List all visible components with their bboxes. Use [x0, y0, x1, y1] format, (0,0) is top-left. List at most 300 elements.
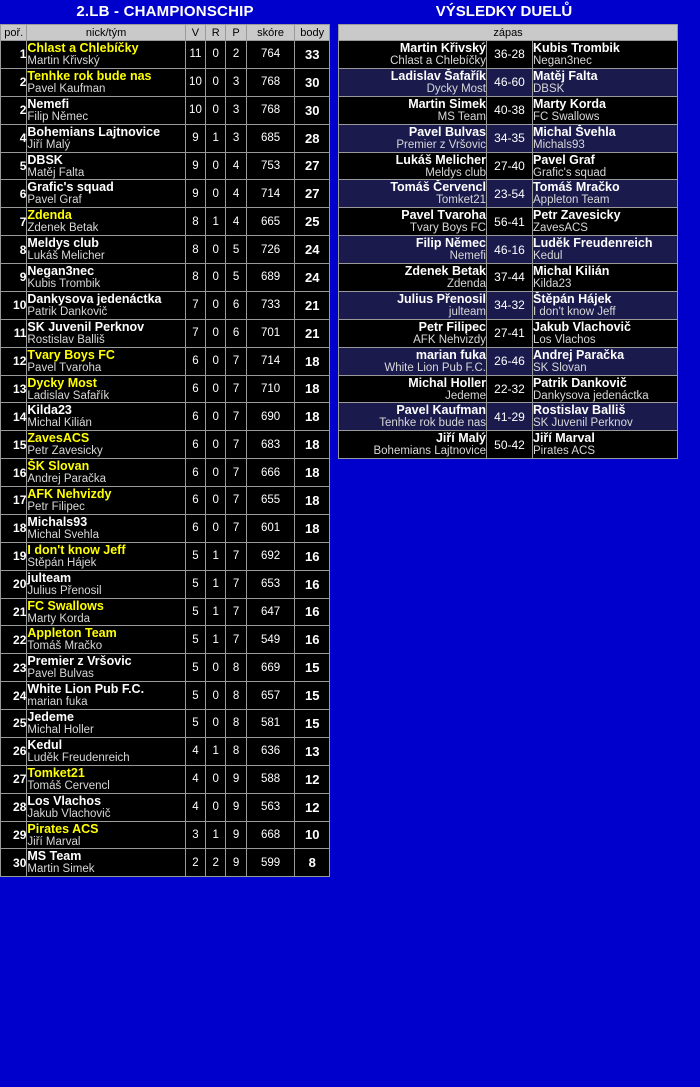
- row-team-cell[interactable]: [27, 487, 185, 515]
- duel-home-cell[interactable]: [339, 96, 487, 124]
- row-player-name: Michal Kilián: [27, 417, 92, 430]
- duel-row[interactable]: [339, 41, 678, 69]
- row-score: 588: [246, 765, 295, 793]
- row-team-cell[interactable]: [27, 542, 185, 570]
- duel-score: 27-41: [487, 319, 533, 347]
- duel-away-player: Andrej Paračka: [533, 347, 625, 362]
- duel-home-cell[interactable]: [339, 124, 487, 152]
- row-draws: 0: [206, 264, 226, 292]
- row-team-name: Premier z Vršovic: [27, 654, 132, 669]
- row-draws: 0: [206, 180, 226, 208]
- table-row[interactable]: [1, 821, 330, 849]
- row-team-cell[interactable]: [27, 570, 185, 598]
- duel-away-team: ŠK Slovan: [533, 361, 587, 374]
- table-row[interactable]: [1, 710, 330, 738]
- duel-row[interactable]: [339, 431, 678, 459]
- row-team-name: Tenhke rok bude nas: [27, 68, 152, 83]
- duel-row[interactable]: [339, 208, 678, 236]
- duel-away-player: Štěpán Hájek: [533, 291, 612, 306]
- duel-row[interactable]: [339, 180, 678, 208]
- duel-away-team: Michals93: [533, 138, 585, 151]
- row-player-name: Patrik Dankovič: [27, 305, 108, 318]
- row-team-cell[interactable]: [27, 403, 185, 431]
- duel-home-cell[interactable]: [339, 403, 487, 431]
- duel-away-team: Kilda23: [533, 278, 572, 290]
- duel-away-player: Tomáš Mračko: [533, 180, 620, 195]
- duel-row[interactable]: [339, 319, 678, 347]
- row-team-name: Pirates ACS: [27, 821, 99, 836]
- row-team-name: Kilda23: [27, 403, 72, 418]
- duel-away-cell[interactable]: [533, 291, 678, 319]
- table-row[interactable]: [1, 180, 330, 208]
- row-losses: 8: [226, 737, 246, 765]
- row-position: 14: [1, 403, 27, 431]
- table-row[interactable]: [1, 152, 330, 180]
- row-draws: 0: [206, 654, 226, 682]
- duel-home-player: Jiří Malý: [435, 431, 486, 446]
- row-position: 30: [1, 849, 27, 877]
- row-losses: 8: [226, 682, 246, 710]
- row-wins: 7: [185, 291, 205, 319]
- row-points: 8: [295, 849, 330, 877]
- duel-row[interactable]: [339, 375, 678, 403]
- table-row[interactable]: [1, 654, 330, 682]
- row-losses: 7: [226, 431, 246, 459]
- row-wins: 4: [185, 793, 205, 821]
- row-wins: 6: [185, 514, 205, 542]
- row-player-name: Michal Švehla: [27, 528, 99, 541]
- row-team-cell[interactable]: [27, 208, 185, 236]
- duel-home-cell[interactable]: [339, 264, 487, 292]
- row-score: 692: [246, 542, 295, 570]
- row-team-name: White Lion Pub F.C.: [27, 682, 145, 697]
- duel-away-cell[interactable]: [533, 375, 678, 403]
- row-position: 17: [1, 487, 27, 515]
- row-team-cell[interactable]: [27, 737, 185, 765]
- row-position: 10: [1, 291, 27, 319]
- row-score: 653: [246, 570, 295, 598]
- row-wins: 7: [185, 319, 205, 347]
- row-team-cell[interactable]: [27, 124, 185, 152]
- table-row[interactable]: [1, 208, 330, 236]
- row-draws: 0: [206, 431, 226, 459]
- standings-header-row: [1, 25, 330, 41]
- table-row[interactable]: [1, 347, 330, 375]
- row-player-name: Andrej Paračka: [27, 473, 107, 486]
- duel-home-cell[interactable]: [339, 291, 487, 319]
- row-team-cell[interactable]: [27, 68, 185, 96]
- row-team-name: MS Team: [27, 849, 82, 864]
- row-team-name: Michals93: [27, 514, 88, 529]
- header-draws: R: [206, 25, 226, 41]
- row-position: 27: [1, 765, 27, 793]
- duel-home-team: Dycky Most: [426, 82, 486, 95]
- row-wins: 5: [185, 542, 205, 570]
- row-points: 24: [295, 264, 330, 292]
- row-score: 668: [246, 821, 295, 849]
- duel-row[interactable]: [339, 403, 678, 431]
- row-position: 5: [1, 152, 27, 180]
- row-score: 666: [246, 459, 295, 487]
- row-position: 9: [1, 264, 27, 292]
- duel-away-team: Grafic's squad: [533, 166, 607, 179]
- table-row[interactable]: [1, 459, 330, 487]
- row-player-name: Martin Simek: [27, 863, 95, 876]
- row-wins: 5: [185, 626, 205, 654]
- duel-away-player: Kubis Trombik: [533, 41, 620, 55]
- row-score: 714: [246, 180, 295, 208]
- duel-home-team: Bohemians Lajtnovice: [373, 445, 486, 458]
- row-points: 16: [295, 570, 330, 598]
- duel-home-cell[interactable]: [339, 68, 487, 96]
- row-points: 33: [295, 41, 330, 69]
- duel-score: 22-32: [487, 375, 533, 403]
- row-wins: 11: [185, 41, 205, 69]
- row-team-cell[interactable]: [27, 459, 185, 487]
- row-position: 6: [1, 180, 27, 208]
- row-losses: 4: [226, 180, 246, 208]
- row-team-cell[interactable]: [27, 236, 185, 264]
- duel-home-team: Jedeme: [445, 389, 486, 402]
- duel-score: 27-40: [487, 152, 533, 180]
- duel-away-cell[interactable]: [533, 264, 678, 292]
- duels-title: VÝSLEDKY DUELŮ: [435, 3, 573, 20]
- header-wins: V: [185, 25, 205, 41]
- row-position: 18: [1, 514, 27, 542]
- duel-away-cell[interactable]: [533, 208, 678, 236]
- duel-score: 40-38: [487, 96, 533, 124]
- table-row[interactable]: [1, 291, 330, 319]
- row-losses: 5: [226, 236, 246, 264]
- standings-table: [0, 24, 330, 877]
- row-team-cell[interactable]: [27, 180, 185, 208]
- row-draws: 0: [206, 487, 226, 515]
- duel-home-cell[interactable]: [339, 347, 487, 375]
- duel-away-team: Kedul: [533, 250, 563, 263]
- row-player-name: Luděk Freudenreich: [27, 751, 130, 764]
- row-losses: 7: [226, 542, 246, 570]
- row-losses: 9: [226, 765, 246, 793]
- row-draws: 0: [206, 41, 226, 69]
- table-row[interactable]: [1, 403, 330, 431]
- row-draws: 0: [206, 682, 226, 710]
- row-points: 18: [295, 375, 330, 403]
- row-team-cell[interactable]: [27, 849, 185, 877]
- row-score: 689: [246, 264, 295, 292]
- row-draws: 0: [206, 765, 226, 793]
- row-wins: 6: [185, 431, 205, 459]
- row-points: 18: [295, 487, 330, 515]
- row-score: 683: [246, 431, 295, 459]
- row-losses: 3: [226, 68, 246, 96]
- duel-score: 46-16: [487, 236, 533, 264]
- row-position: 8: [1, 236, 27, 264]
- duel-away-cell[interactable]: [533, 124, 678, 152]
- row-player-name: Kubis Trombik: [27, 278, 101, 290]
- row-draws: 0: [206, 459, 226, 487]
- row-points: 24: [295, 236, 330, 264]
- table-row[interactable]: [1, 487, 330, 515]
- row-wins: 5: [185, 682, 205, 710]
- row-draws: 0: [206, 375, 226, 403]
- row-team-cell[interactable]: [27, 375, 185, 403]
- duels-header-label: zápas: [339, 25, 678, 41]
- row-losses: 2: [226, 41, 246, 69]
- duel-row[interactable]: [339, 96, 678, 124]
- duel-away-player: Rostislav Balliš: [533, 403, 626, 418]
- row-player-name: Tomáš Mračko: [27, 640, 103, 653]
- duel-away-team: Pirates ACS: [533, 445, 595, 458]
- row-player-name: Michal Holler: [27, 724, 94, 736]
- duel-away-cell[interactable]: [533, 431, 678, 459]
- row-team-cell[interactable]: [27, 710, 185, 738]
- duel-home-team: julteam: [448, 305, 486, 318]
- row-points: 15: [295, 654, 330, 682]
- duel-row[interactable]: [339, 264, 678, 292]
- row-points: 27: [295, 152, 330, 180]
- row-team-cell[interactable]: [27, 821, 185, 849]
- row-team-cell[interactable]: [27, 598, 185, 626]
- duel-home-player: Julius Přenosil: [397, 291, 486, 306]
- row-wins: 8: [185, 264, 205, 292]
- row-team-cell[interactable]: [27, 626, 185, 654]
- row-losses: 4: [226, 152, 246, 180]
- duel-home-team: Premier z Vršovic: [396, 138, 486, 151]
- duel-row[interactable]: [339, 347, 678, 375]
- row-team-cell[interactable]: [27, 514, 185, 542]
- row-wins: 9: [185, 152, 205, 180]
- row-player-name: Marty Korda: [27, 612, 91, 625]
- row-score: 581: [246, 710, 295, 738]
- duel-away-player: Jakub Vlachovič: [533, 319, 631, 334]
- row-points: 16: [295, 598, 330, 626]
- duel-away-cell[interactable]: [533, 152, 678, 180]
- row-draws: 1: [206, 124, 226, 152]
- duel-away-team: Appleton Team: [533, 194, 610, 207]
- row-player-name: Julius Přenosil: [27, 584, 102, 597]
- table-row[interactable]: [1, 68, 330, 96]
- row-team-cell[interactable]: [27, 291, 185, 319]
- duel-score: 34-35: [487, 124, 533, 152]
- duel-home-player: Petr Filipec: [418, 319, 486, 334]
- row-draws: 1: [206, 208, 226, 236]
- row-team-name: Tomket21: [27, 765, 85, 780]
- table-row[interactable]: [1, 849, 330, 877]
- duel-away-cell[interactable]: [533, 96, 678, 124]
- duel-away-cell[interactable]: [533, 236, 678, 264]
- duel-home-cell[interactable]: [339, 431, 487, 459]
- duel-home-player: Ladislav Šafařík: [390, 68, 486, 83]
- table-row[interactable]: [1, 96, 330, 124]
- row-losses: 7: [226, 403, 246, 431]
- duel-away-cell[interactable]: [533, 403, 678, 431]
- row-score: 563: [246, 793, 295, 821]
- duels-table: [338, 24, 678, 459]
- duel-home-player: Filip Němec: [415, 236, 486, 251]
- table-row[interactable]: [1, 264, 330, 292]
- duels-panel: [332, 0, 676, 459]
- duel-home-cell[interactable]: [339, 375, 487, 403]
- row-score: 655: [246, 487, 295, 515]
- duel-home-team: White Lion Pub F.C.: [384, 361, 486, 374]
- row-player-name: Filip Němec: [27, 110, 89, 123]
- row-team-name: ZavesACS: [27, 431, 90, 446]
- row-position: 20: [1, 570, 27, 598]
- row-losses: 8: [226, 654, 246, 682]
- row-team-cell[interactable]: [27, 765, 185, 793]
- duel-away-team: Los Vlachos: [533, 333, 596, 346]
- duel-home-cell[interactable]: [339, 180, 487, 208]
- table-row[interactable]: [1, 41, 330, 69]
- row-wins: 10: [185, 96, 205, 124]
- row-position: 25: [1, 710, 27, 738]
- row-draws: 1: [206, 737, 226, 765]
- duel-away-player: Patrik Dankovič: [533, 375, 627, 390]
- row-losses: 7: [226, 347, 246, 375]
- row-position: 13: [1, 375, 27, 403]
- row-wins: 5: [185, 710, 205, 738]
- row-losses: 7: [226, 626, 246, 654]
- duel-score: 26-46: [487, 347, 533, 375]
- duel-home-player: Pavel Bulvas: [408, 124, 486, 139]
- duel-home-cell[interactable]: [339, 319, 487, 347]
- row-team-name: SK Juvenil Perknov: [27, 319, 145, 334]
- table-row[interactable]: [1, 737, 330, 765]
- row-position: 23: [1, 654, 27, 682]
- duel-home-team: AFK Nehvizdy: [413, 333, 486, 346]
- row-team-name: Dankysova jedenáctka: [27, 291, 162, 306]
- table-row[interactable]: [1, 124, 330, 152]
- row-team-name: Dycky Most: [27, 375, 97, 390]
- header-score: skóre: [246, 25, 295, 41]
- duel-away-team: Negan3nec: [533, 55, 592, 67]
- row-wins: 8: [185, 208, 205, 236]
- row-position: 21: [1, 598, 27, 626]
- row-position: 24: [1, 682, 27, 710]
- row-team-name: AFK Nehvizdy: [27, 487, 112, 501]
- table-row[interactable]: [1, 765, 330, 793]
- row-wins: 6: [185, 459, 205, 487]
- duel-home-player: Michal Holler: [408, 375, 486, 390]
- duel-away-team: FC Swallows: [533, 110, 600, 123]
- header-pos: poř.: [1, 25, 27, 41]
- row-position: 26: [1, 737, 27, 765]
- row-player-name: Zdenek Betak: [27, 222, 99, 235]
- duel-away-cell[interactable]: [533, 41, 678, 69]
- duel-home-team: Tvary Boys FC: [409, 222, 486, 235]
- row-position: 7: [1, 208, 27, 236]
- row-draws: 0: [206, 291, 226, 319]
- duel-away-team: Dankysova jedenáctka: [533, 389, 649, 402]
- duel-row[interactable]: [339, 236, 678, 264]
- row-team-name: Negan3nec: [27, 264, 95, 278]
- duel-home-cell[interactable]: [339, 208, 487, 236]
- duel-away-cell[interactable]: [533, 319, 678, 347]
- duel-row[interactable]: [339, 68, 678, 96]
- duel-home-cell[interactable]: [339, 236, 487, 264]
- table-row[interactable]: [1, 514, 330, 542]
- row-wins: 6: [185, 347, 205, 375]
- duel-score: 23-54: [487, 180, 533, 208]
- row-team-cell[interactable]: [27, 96, 185, 124]
- row-score: 669: [246, 654, 295, 682]
- table-row[interactable]: [1, 431, 330, 459]
- row-team-cell[interactable]: [27, 347, 185, 375]
- row-position: 19: [1, 542, 27, 570]
- row-draws: 0: [206, 96, 226, 124]
- row-wins: 5: [185, 570, 205, 598]
- table-row[interactable]: [1, 236, 330, 264]
- table-row[interactable]: [1, 570, 330, 598]
- standings-panel: [0, 0, 330, 877]
- row-team-cell[interactable]: [27, 152, 185, 180]
- row-points: 15: [295, 682, 330, 710]
- row-points: 30: [295, 68, 330, 96]
- duel-home-cell[interactable]: [339, 41, 487, 69]
- row-losses: 4: [226, 208, 246, 236]
- row-team-name: FC Swallows: [27, 598, 104, 613]
- row-score: 768: [246, 96, 295, 124]
- duel-home-cell[interactable]: [339, 152, 487, 180]
- duel-home-player: Zdenek Betak: [404, 264, 486, 278]
- duel-row[interactable]: [339, 291, 678, 319]
- row-player-name: Pavel Bulvas: [27, 668, 94, 681]
- row-points: 30: [295, 96, 330, 124]
- row-team-cell[interactable]: [27, 41, 185, 69]
- row-position: 2: [1, 68, 27, 96]
- duel-score: 34-32: [487, 291, 533, 319]
- duel-home-player: Martin Simek: [408, 96, 486, 111]
- row-player-name: Lukáš Melicher: [27, 250, 105, 263]
- duel-home-team: Meldys club: [425, 166, 486, 179]
- duel-away-player: Michal Švehla: [533, 124, 616, 139]
- row-team-cell[interactable]: [27, 682, 185, 710]
- table-row[interactable]: [1, 682, 330, 710]
- table-row[interactable]: [1, 319, 330, 347]
- row-position: 15: [1, 431, 27, 459]
- row-team-cell[interactable]: [27, 264, 185, 292]
- table-row[interactable]: [1, 598, 330, 626]
- table-row[interactable]: [1, 542, 330, 570]
- row-points: 27: [295, 180, 330, 208]
- row-draws: 1: [206, 570, 226, 598]
- row-wins: 5: [185, 654, 205, 682]
- row-team-cell[interactable]: [27, 431, 185, 459]
- duel-home-player: Pavel Kaufman: [396, 403, 486, 418]
- row-points: 21: [295, 291, 330, 319]
- duel-away-player: Pavel Graf: [533, 152, 595, 167]
- row-draws: 0: [206, 514, 226, 542]
- duel-away-cell[interactable]: [533, 347, 678, 375]
- row-player-name: Petr Filipec: [27, 501, 85, 513]
- duel-row[interactable]: [339, 124, 678, 152]
- table-row[interactable]: [1, 793, 330, 821]
- table-row[interactable]: [1, 626, 330, 654]
- row-score: 657: [246, 682, 295, 710]
- row-team-cell[interactable]: [27, 319, 185, 347]
- table-row[interactable]: [1, 375, 330, 403]
- row-team-cell[interactable]: [27, 654, 185, 682]
- row-player-name: Rostislav Balliš: [27, 333, 105, 346]
- row-score: 726: [246, 236, 295, 264]
- row-draws: 0: [206, 710, 226, 738]
- duel-away-player: Luděk Freudenreich: [533, 236, 653, 251]
- duel-away-cell[interactable]: [533, 68, 678, 96]
- row-points: 18: [295, 403, 330, 431]
- row-team-cell[interactable]: [27, 793, 185, 821]
- duel-row[interactable]: [339, 152, 678, 180]
- duel-away-cell[interactable]: [533, 180, 678, 208]
